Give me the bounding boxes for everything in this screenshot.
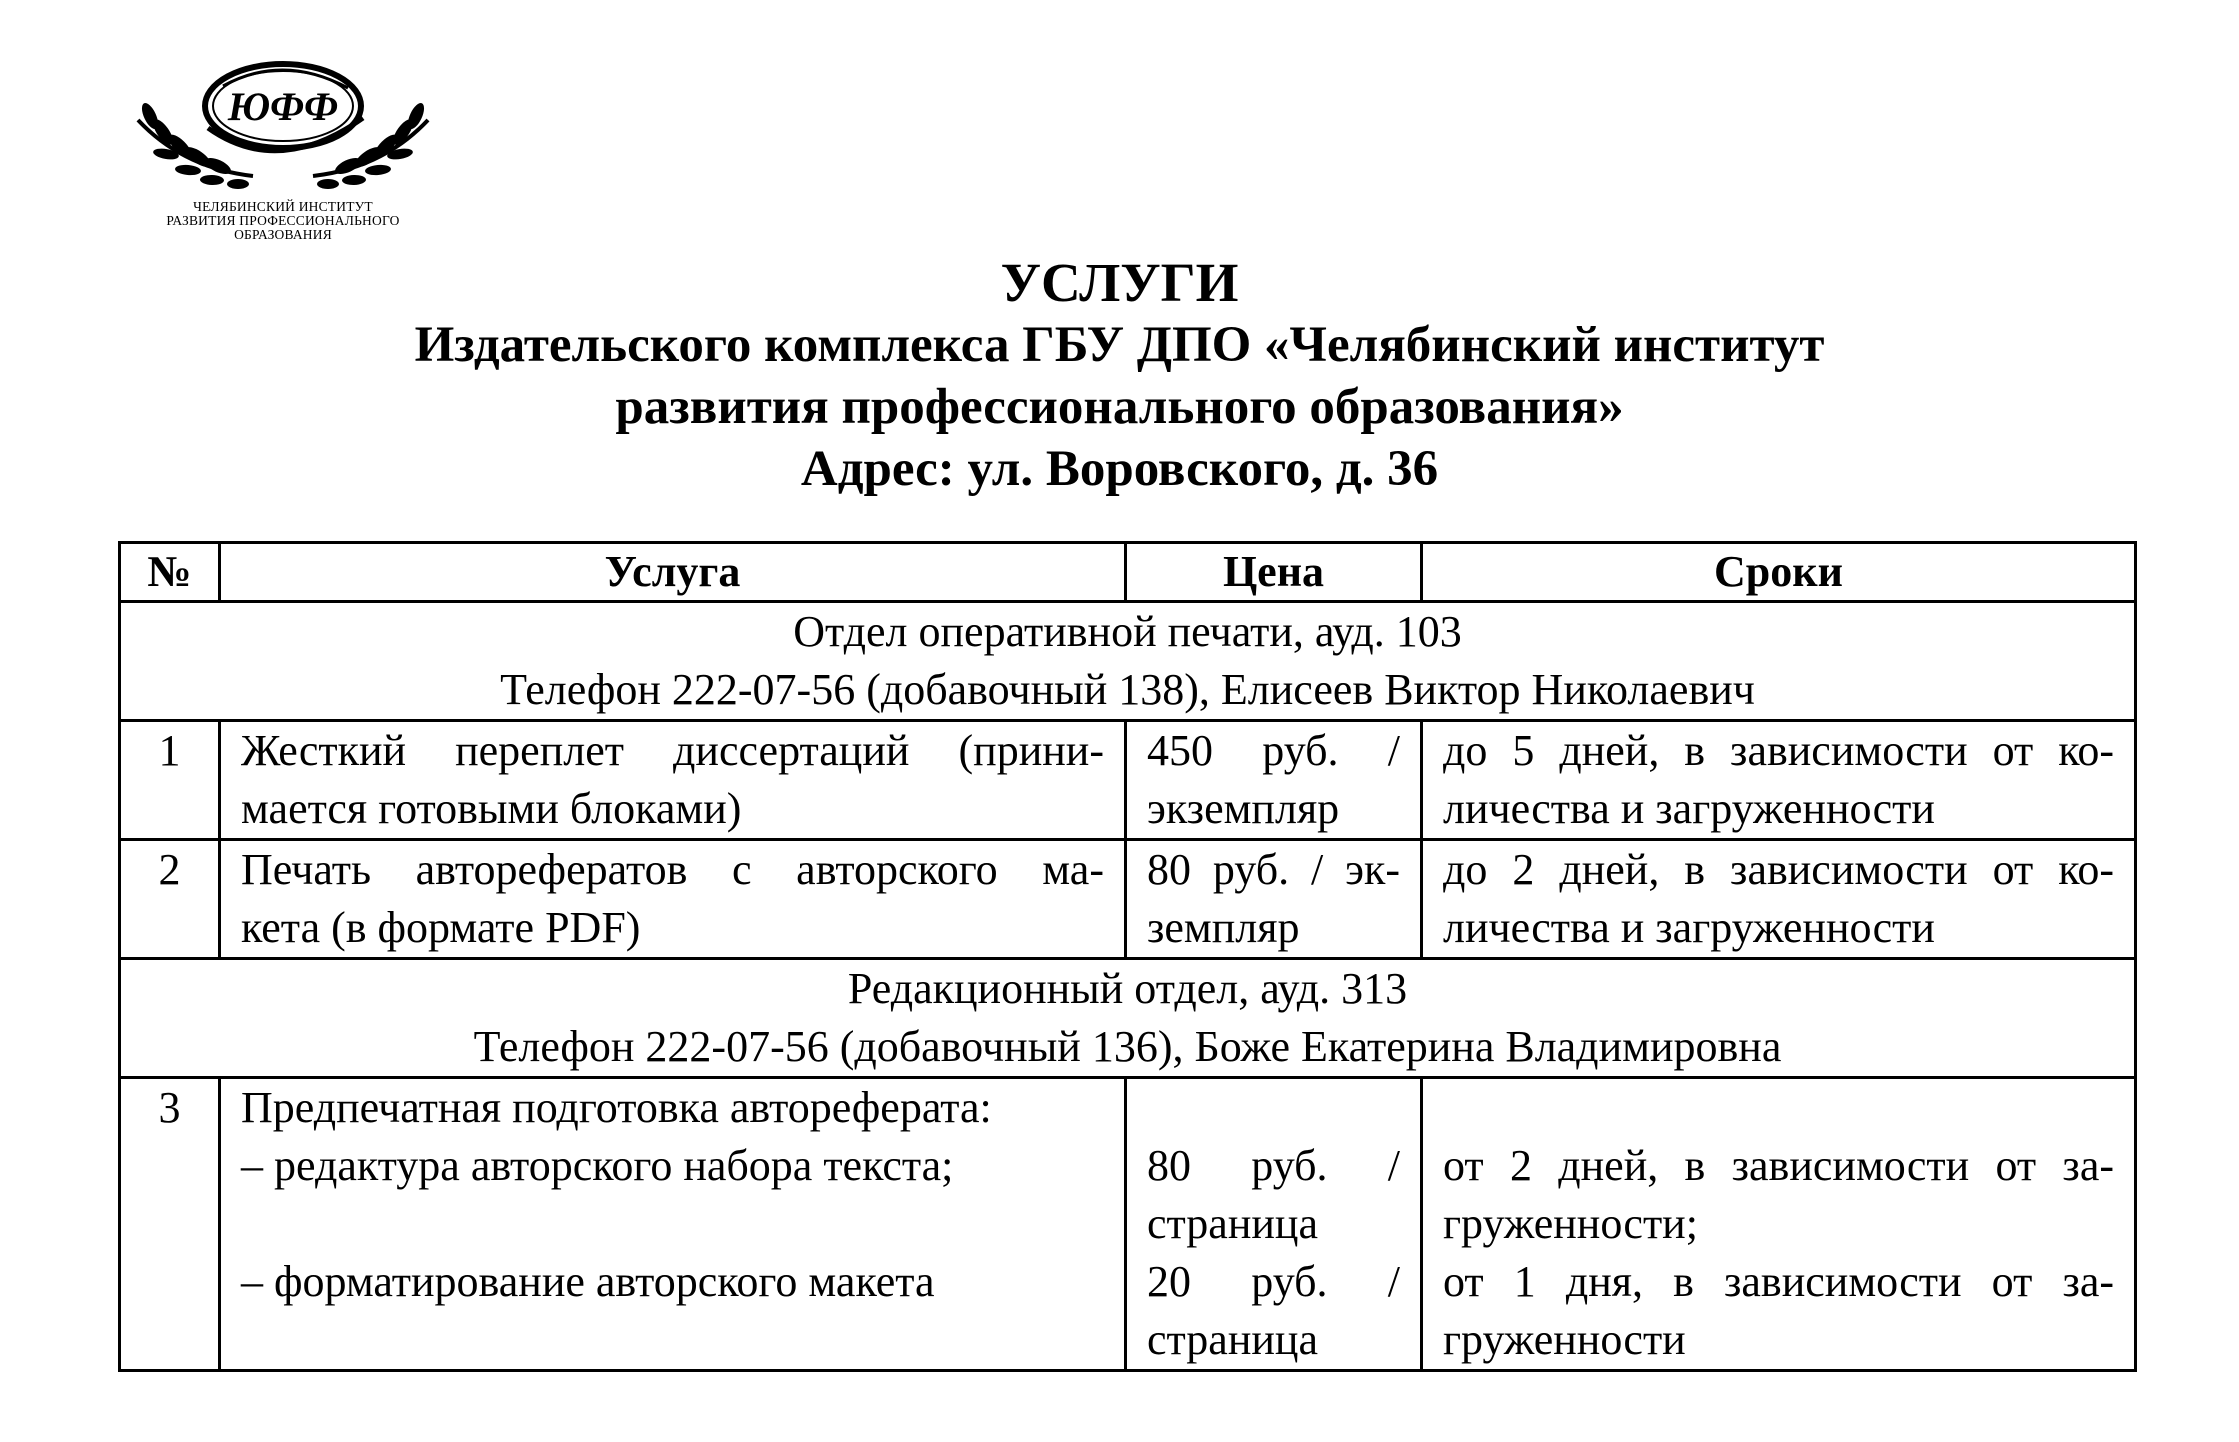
page-heading: [0, 252, 2239, 500]
page-subtitle-line2: развития профессионального образования»: [615, 379, 1624, 435]
logo-caption-line: ЧЕЛЯБИНСКИЙ ИНСТИТУТ: [193, 199, 373, 214]
column-header-price: Цена: [1126, 543, 1422, 602]
section-contact: Телефон 222-07-56 (добавочный 138), Елисеев Виктор Николаевич: [500, 665, 1755, 714]
term-text: личества и загруженности: [1443, 903, 1935, 952]
spacer: [241, 1195, 1104, 1253]
service-text: – форматирование авторского макета: [241, 1257, 935, 1306]
logo-caption-line: РАЗВИТИЯ ПРОФЕССИОНАЛЬНОГО: [166, 213, 400, 228]
term-text: от 1 дня, в зависимости от за-: [1443, 1257, 2114, 1306]
price-text: экземпляр: [1147, 784, 1340, 833]
term-text: личества и загруженности: [1443, 784, 1935, 833]
section-print-department: [120, 602, 2136, 721]
table-header-row: [120, 543, 2136, 602]
service-text: мается готовыми блоками): [241, 784, 742, 833]
term-cell: [1422, 721, 2136, 840]
address: Адрес: ул. Воровского, д. 36: [800, 441, 1439, 497]
svg-text:ЮФФ: ЮФФ: [227, 84, 339, 129]
price-text: 20 руб. /: [1147, 1257, 1400, 1306]
column-header-number: №: [120, 543, 220, 602]
table-row: [120, 840, 2136, 959]
price-text: 450 руб. /: [1147, 726, 1400, 775]
table-row: [120, 721, 2136, 840]
laurel-emblem-icon: [128, 58, 438, 198]
price-cell: [1126, 721, 1422, 840]
service-text: Жесткий переплет диссертаций (прини-: [241, 726, 1104, 775]
section-row: [120, 959, 2136, 1078]
price-text: страница: [1147, 1199, 1318, 1248]
price-cell: [1126, 1078, 1422, 1371]
page-title: УСЛУГИ: [1000, 252, 1239, 313]
services-table: [118, 541, 2137, 1372]
service-cell: [220, 721, 1126, 840]
spacer: [1443, 1079, 2114, 1137]
section-contact: Телефон 222-07-56 (добавочный 136), Боже Екатерина Владимировна: [473, 1022, 1782, 1071]
section-title: Редакционный отдел, ауд. 313: [847, 964, 1408, 1013]
service-cell: [220, 1078, 1126, 1371]
service-text: – редактура авторского набора текста;: [241, 1141, 954, 1190]
price-text: страница: [1147, 1315, 1318, 1364]
service-cell: [220, 840, 1126, 959]
term-cell: [1422, 840, 2136, 959]
service-text: Печать авторефератов с авторского ма-: [241, 845, 1104, 894]
services-table-wrapper: [118, 541, 2134, 1372]
row-number: 1: [120, 721, 220, 840]
term-text: груженности;: [1443, 1199, 1698, 1248]
institute-logo: [128, 58, 438, 263]
table-row: [120, 1078, 2136, 1371]
service-text: Предпечатная подготовка автореферата:: [241, 1083, 992, 1132]
row-number: 2: [120, 840, 220, 959]
section-row: [120, 602, 2136, 721]
row-number: 3: [120, 1078, 220, 1371]
term-text: от 2 дней, в зависимости от за-: [1443, 1141, 2114, 1190]
section-title: Отдел оперативной печати, ауд. 103: [793, 607, 1462, 656]
price-text: 80 руб. / эк-: [1147, 845, 1400, 894]
term-text: груженности: [1443, 1315, 1686, 1364]
section-editorial-department: [120, 959, 2136, 1078]
logo-caption: [128, 200, 438, 242]
price-cell: [1126, 840, 1422, 959]
service-text: кета (в формате PDF): [241, 903, 641, 952]
page-subtitle-line1: Издательского комплекса ГБУ ДПО «Челябинский институт: [414, 317, 1825, 373]
price-text: 80 руб. /: [1147, 1141, 1400, 1190]
term-cell: [1422, 1078, 2136, 1371]
column-header-term: Сроки: [1422, 543, 2136, 602]
column-header-service: Услуга: [220, 543, 1126, 602]
logo-caption-line: ОБРАЗОВАНИЯ: [234, 227, 332, 242]
term-text: до 2 дней, в зависимости от ко-: [1443, 845, 2114, 894]
spacer: [1147, 1079, 1400, 1137]
price-text: земпляр: [1147, 903, 1300, 952]
term-text: до 5 дней, в зависимости от ко-: [1443, 726, 2114, 775]
